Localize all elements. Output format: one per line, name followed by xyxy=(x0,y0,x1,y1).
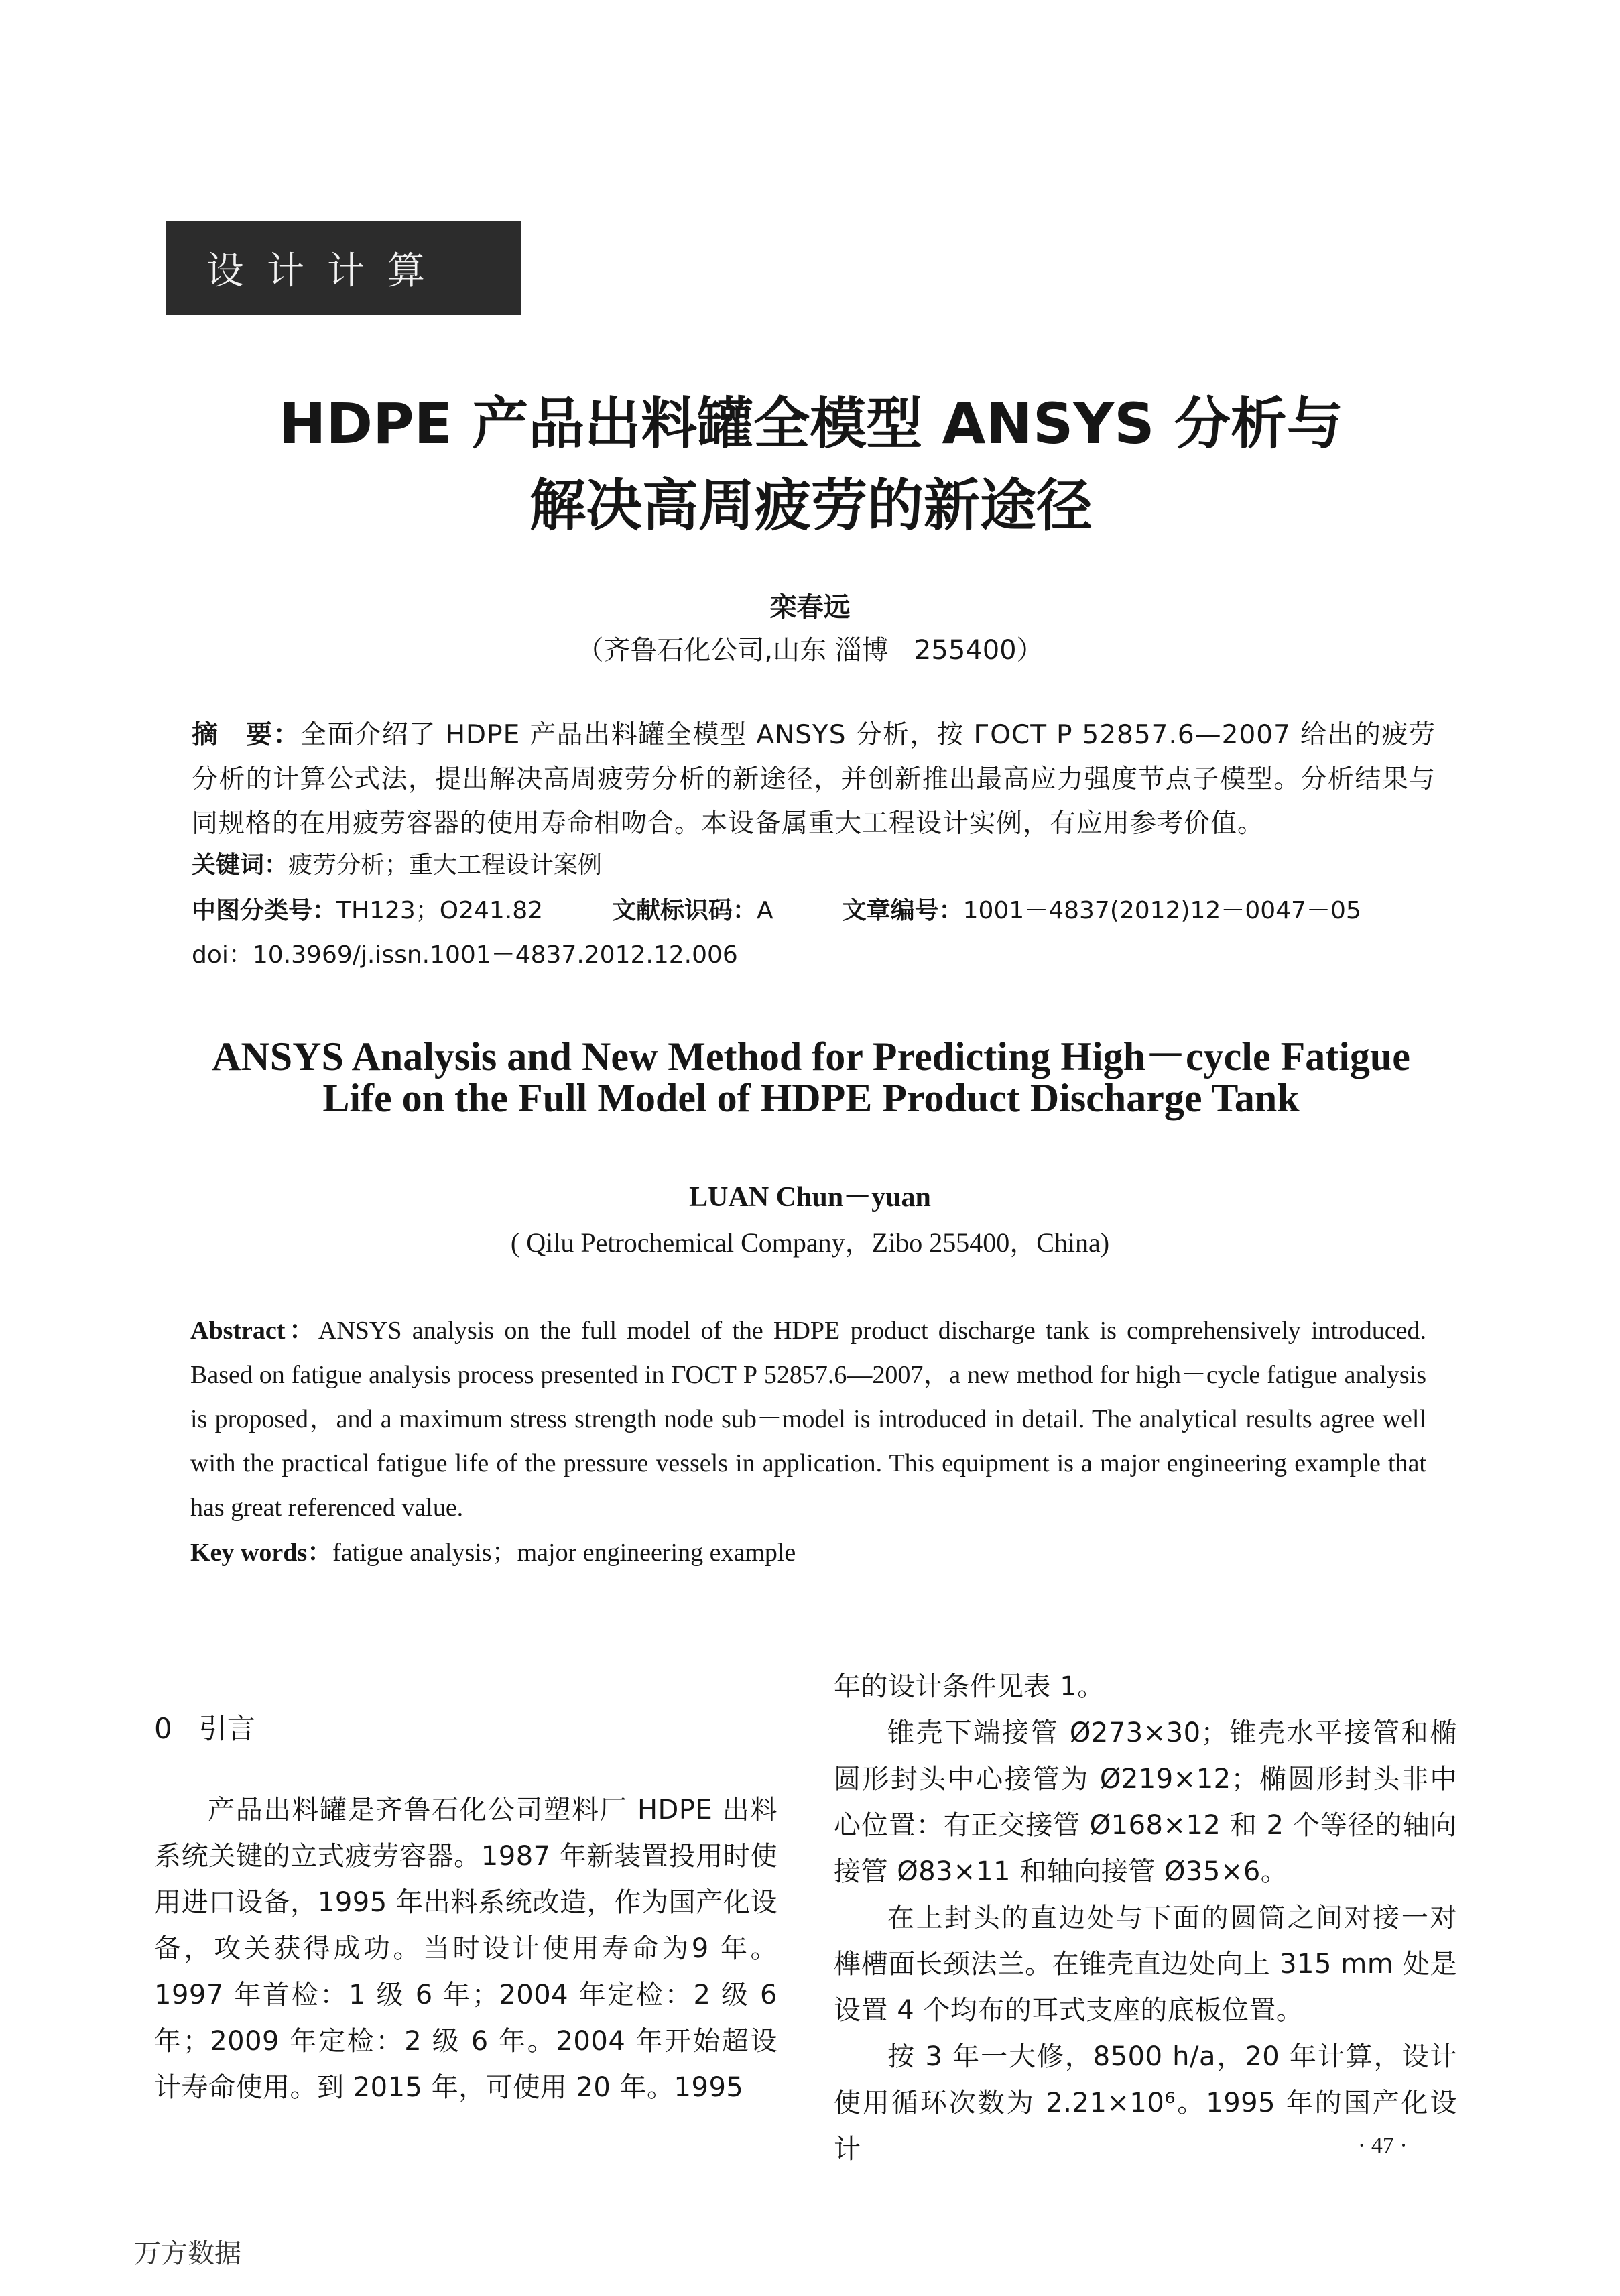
doi: doi：10.3969/j.issn.1001－4837.2012.12.006 xyxy=(192,941,738,969)
affiliation-cn: （齐鲁石化公司,山东 淄博 255400） xyxy=(576,635,1044,666)
doc-code-value: A xyxy=(757,897,773,924)
abstract-en-text: ANSYS analysis on the full model of the HDPE product discharge tank is comprehensively introduced. Based on fatigue analysis process presented in ГОСТ Р 52857.6—2007，a new method for high－cycle fatigue analysis is proposed，and a maximum stress strength node sub－model is introduced in detail. The analytical results agree well with the practical fatigue life of the pressure vessels in application. This equipment is a major engineering example that has great referenced value. xyxy=(190,1317,1426,1522)
title-cn-line2: 解决高周疲劳的新途径 xyxy=(529,473,1093,538)
article-number-label: 文章编号： xyxy=(842,897,963,924)
footer-watermark: 万方数据 xyxy=(134,2238,241,2269)
abstract-cn-label: 摘 要： xyxy=(192,720,301,750)
abstract-en-label: Abstract： xyxy=(190,1317,318,1345)
clc-value: TH123；O241.82 xyxy=(336,897,544,924)
keywords-en-text: fatigue analysis；major engineering example xyxy=(332,1538,796,1567)
title-en-line2: Life on the Full Model of HDPE Product Discharge Tank xyxy=(322,1076,1300,1120)
keywords-cn-text: 疲劳分析；重大工程设计案例 xyxy=(288,851,603,879)
author-cn: 栾春远 xyxy=(769,592,851,623)
abstract-en xyxy=(190,1309,1426,1530)
body-paragraph: 年的设计条件见表 1。 xyxy=(834,1671,1105,1702)
body-column-right xyxy=(834,1664,1457,2173)
title-cn-line1: HDPE 产品出料罐全模型 ANSYS 分析与 xyxy=(279,391,1343,457)
affiliation-en: ( Qilu Petrochemical Company，Zibo 255400，China) xyxy=(510,1227,1110,1258)
article-number-value: 1001－4837(2012)12－0047－05 xyxy=(962,897,1361,924)
section-tag: 设计计算 xyxy=(166,221,521,315)
page-number: · 47 · xyxy=(1358,2133,1408,2158)
author-en: LUAN Chun－yuan xyxy=(689,1182,931,1213)
doc-code-label: 文献标识码： xyxy=(612,897,757,924)
keywords-cn xyxy=(192,846,602,880)
clc-label: 中图分类号： xyxy=(192,897,337,924)
body-paragraph: 锥壳下端接管 Ø273×30；锥壳水平接管和椭圆形封头中心接管为 Ø219×12；椭圆形封头非中心位置：有正交接管 Ø168×12 和 2 个等径的轴向接管 Ø83×11 和轴向接管 Ø35×6。 xyxy=(834,1717,1457,1887)
classification-line xyxy=(192,892,1361,926)
keywords-en xyxy=(190,1531,796,1568)
section-heading: 0 引言 xyxy=(154,1712,255,1745)
body-paragraph: 在上封头的直边处与下面的圆筒之间对接一对榫槽面长颈法兰。在锥壳直边处向上 315 mm 处是设置 4 个均布的耳式支座的底板位置。 xyxy=(834,1902,1457,2026)
title-en-line1: ANSYS Analysis and New Method for Predicting High－cycle Fatigue xyxy=(212,1034,1410,1079)
keywords-cn-label: 关键词： xyxy=(192,851,289,879)
keywords-en-label: Key words： xyxy=(190,1538,333,1567)
body-paragraph: 产品出料罐是齐鲁石化公司塑料厂 HDPE 出料系统关键的立式疲劳容器。1987 年新装置投用时使用进口设备，1995 年出料系统改造，作为国产化设备，攻关获得成功。当时设计使用寿命为9 年。1997 年首检：1 级 6 年；2004 年定检：2 级 6 年；2009 年定检：2 级 6 年。2004 年开始超设计寿命使用。到 2015 年，可使用 20 年。1995 xyxy=(154,1795,777,2103)
abstract-cn-text: 全面介绍了 HDPE 产品出料罐全模型 ANSYS 分析，按 ГОСТ Р 52857.6—2007 给出的疲劳分析的计算公式法，提出解决高周疲劳分析的新途径，并创新推出最高应力强度节点子模型。分析结果与同规格的在用疲劳容器的使用寿命相吻合。本设备属重大工程设计实例，有应用参考价值。 xyxy=(192,720,1436,839)
abstract-cn xyxy=(192,713,1436,846)
body-column-left xyxy=(154,1787,777,2111)
body-paragraph: 按 3 年一大修，8500 h/a，20 年计算，设计使用循环次数为 2.21×10⁶。1995 年的国产化设计 xyxy=(834,2041,1457,2165)
